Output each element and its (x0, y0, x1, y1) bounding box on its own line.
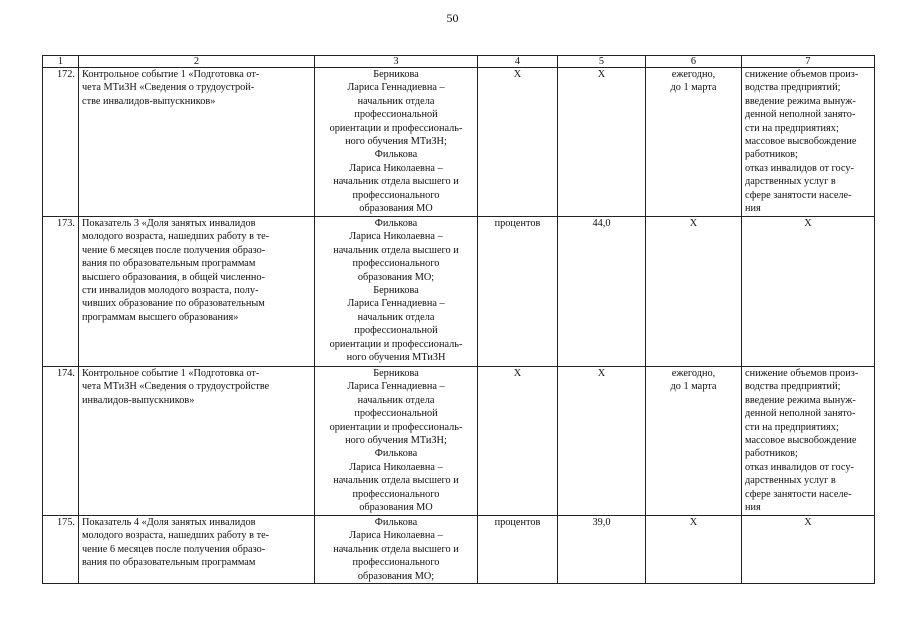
column-header: 4 (478, 56, 558, 68)
cell-line: профессиональной (354, 325, 438, 337)
cell-line: Показатель 4 «Доля занятых инвалидов (82, 517, 256, 528)
cell-line: сти на предприятиях; (745, 421, 839, 433)
cell-line: Лариса Николаевна – (349, 231, 443, 243)
cell-line: начальник отдела высшего и (333, 543, 459, 555)
cell-line: начальник отдела высшего и (333, 475, 459, 487)
risks-cell (742, 367, 875, 516)
cell-line: вания по образовательным программам (82, 258, 256, 270)
column-header: 2 (79, 56, 315, 68)
cell-line: Х (597, 69, 606, 80)
row-number: 175. (43, 516, 79, 584)
cell-line: молодого возраста, нашедших работу в те- (82, 231, 270, 243)
column-header: 5 (558, 56, 646, 68)
cell-line: Лариса Геннадиевна – (347, 82, 445, 94)
cell-line: программам высшего образования» (82, 311, 239, 323)
cell-line: Х (804, 218, 812, 229)
plan-table (42, 55, 875, 584)
column-header: 3 (315, 56, 478, 68)
cell-line: образования МО (359, 502, 433, 514)
cell-line: Х (689, 218, 698, 229)
deadline-cell (646, 68, 742, 217)
cell-line: Х (513, 368, 522, 379)
cell-line: Контрольное событие 1 «Подготовка от- (82, 368, 260, 379)
cell-line: Берникова (373, 69, 419, 80)
cell-line: Берникова (373, 368, 419, 379)
cell-line: образования МО; (357, 570, 435, 582)
cell-line: Лариса Николаевна – (349, 461, 443, 473)
cell-line: работников; (745, 149, 798, 161)
table-row (43, 367, 875, 516)
cell-line: профессионального (352, 557, 440, 569)
row-number: 173. (43, 217, 79, 367)
cell-line: отказ инвалидов от госу- (745, 461, 854, 473)
cell-line: сти на предприятиях; (745, 122, 839, 134)
page-number: 50 (446, 11, 459, 25)
cell-line: процентов (494, 517, 541, 528)
cell-line: ного обучения МТиЗН (346, 352, 446, 364)
cell-line: сти инвалидов молодого возраста, полу- (82, 285, 259, 297)
cell-line: ежегодно, (671, 368, 716, 379)
cell-line: чение 6 месяцев после получения образо- (82, 244, 266, 256)
cell-line: начальник отдела (357, 394, 435, 406)
value-cell (558, 68, 646, 217)
unit-cell (478, 516, 558, 584)
cell-line: начальник отдела (357, 95, 435, 107)
cell-line: до 1 марта (670, 381, 717, 393)
column-header: 7 (742, 56, 875, 68)
cell-line: дарственных услуг в (745, 475, 836, 487)
responsible-persons (315, 217, 478, 367)
cell-line: Филькова (374, 517, 418, 528)
column-header: 1 (43, 56, 79, 68)
cell-line: Филькова (374, 448, 418, 460)
responsible-persons (315, 68, 478, 217)
table-row (43, 68, 875, 217)
event-description (79, 217, 315, 367)
cell-line: Филькова (374, 218, 418, 229)
cell-line: дарственных услуг в (745, 176, 836, 188)
cell-line: массовое высвобождение (745, 136, 857, 148)
cell-line: процентов (494, 218, 541, 229)
cell-line: ния (745, 502, 761, 514)
deadline-cell (646, 217, 742, 367)
risks-cell (742, 68, 875, 217)
cell-line: водства предприятий; (745, 82, 841, 94)
cell-line: введение режима вынуж- (745, 394, 856, 406)
cell-line: ориентации и профессиональ- (329, 338, 463, 350)
event-description (79, 68, 315, 217)
value-cell (558, 367, 646, 516)
cell-line: инвалидов-выпускников» (82, 394, 195, 406)
row-number: 174. (43, 367, 79, 516)
cell-line: Берникова (373, 285, 419, 297)
responsible-persons (315, 367, 478, 516)
cell-line: высшего образования, в общей численно- (82, 271, 265, 283)
cell-line: профессионального (352, 258, 440, 270)
cell-line: денной неполной занято- (745, 408, 856, 420)
unit-cell (478, 217, 558, 367)
cell-line: ориентации и профессиональ- (329, 421, 463, 433)
cell-line: молодого возраста, нашедших работу в те- (82, 530, 270, 542)
cell-line: чивших образование по образовательным (82, 298, 265, 310)
unit-cell (478, 68, 558, 217)
risks-cell (742, 516, 875, 584)
cell-line: чета МТиЗН «Сведения о трудоустройстве (82, 381, 270, 393)
value-cell (558, 516, 646, 584)
cell-line: стве инвалидов-выпускников» (82, 95, 216, 107)
cell-line: ориентации и профессиональ- (329, 122, 463, 134)
event-description (79, 516, 315, 584)
table-row (43, 217, 875, 367)
cell-line: ния (745, 203, 761, 215)
cell-line: снижение объемов произ- (745, 368, 859, 379)
cell-line: 39,0 (592, 517, 611, 528)
cell-line: сфере занятости населе- (745, 488, 852, 500)
cell-line: Х (689, 517, 698, 528)
cell-line: водства предприятий; (745, 381, 841, 393)
risks-cell (742, 217, 875, 367)
cell-line: Филькова (374, 149, 418, 161)
cell-line: до 1 марта (670, 82, 717, 94)
cell-line: Лариса Николаевна – (349, 162, 443, 174)
unit-cell (478, 367, 558, 516)
row-number: 172. (43, 68, 79, 217)
table-row (43, 516, 875, 584)
cell-line: начальник отдела высшего и (333, 244, 459, 256)
cell-line: сфере занятости населе- (745, 189, 852, 201)
cell-line: профессионального (352, 189, 440, 201)
value-cell (558, 217, 646, 367)
cell-line: 44,0 (592, 218, 611, 229)
cell-line: снижение объемов произ- (745, 69, 859, 80)
cell-line: образования МО (359, 203, 433, 215)
cell-line: введение режима вынуж- (745, 95, 856, 107)
cell-line: работников; (745, 448, 798, 460)
deadline-cell (646, 367, 742, 516)
cell-line: образования МО; (357, 271, 435, 283)
cell-line: профессиональной (354, 109, 438, 121)
cell-line: массовое высвобождение (745, 435, 857, 447)
cell-line: Х (597, 368, 606, 379)
cell-line: денной неполной занято- (745, 109, 856, 121)
cell-line: начальник отдела высшего и (333, 176, 459, 188)
cell-line: вания по образовательным программам (82, 557, 256, 569)
cell-line: начальник отдела (357, 311, 435, 323)
deadline-cell (646, 516, 742, 584)
cell-line: профессиональной (354, 408, 438, 420)
column-header: 6 (646, 56, 742, 68)
cell-line: ного обучения МТиЗН; (345, 136, 447, 148)
cell-line: Х (804, 517, 812, 528)
cell-line: Лариса Николаевна – (349, 530, 443, 542)
cell-line: ежегодно, (671, 69, 716, 80)
cell-line: Лариса Геннадиевна – (347, 381, 445, 393)
cell-line: профессионального (352, 488, 440, 500)
cell-line: отказ инвалидов от госу- (745, 162, 854, 174)
cell-line: чение 6 месяцев после получения образо- (82, 543, 266, 555)
cell-line: Контрольное событие 1 «Подготовка от- (82, 69, 260, 80)
cell-line: чета МТиЗН «Сведения о трудоустрой- (82, 82, 255, 94)
event-description (79, 367, 315, 516)
responsible-persons (315, 516, 478, 584)
cell-line: Х (513, 69, 522, 80)
cell-line: ного обучения МТиЗН; (345, 435, 447, 447)
cell-line: Показатель 3 «Доля занятых инвалидов (82, 218, 256, 229)
header-row (43, 56, 875, 68)
cell-line: Лариса Геннадиевна – (347, 298, 445, 310)
